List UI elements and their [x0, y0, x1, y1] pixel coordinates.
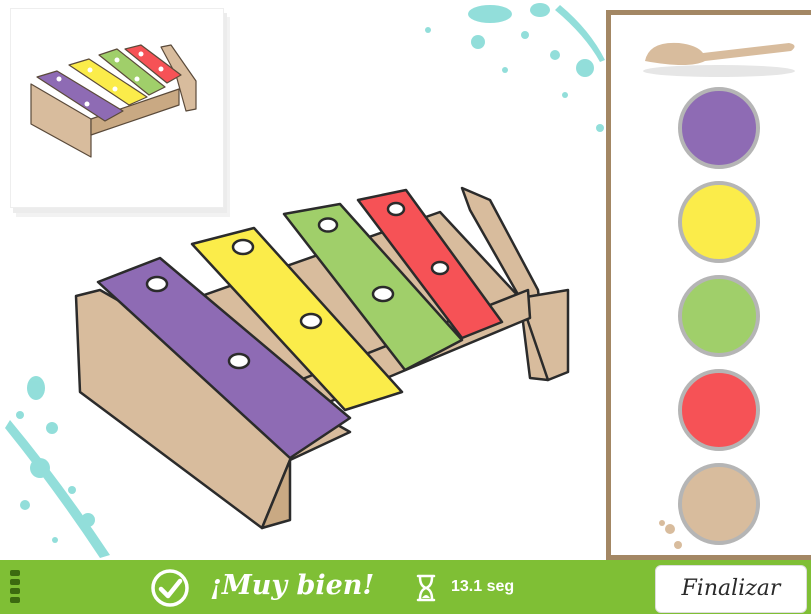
color-palette-panel	[606, 10, 811, 560]
swatch-yellow[interactable]	[678, 181, 760, 263]
hourglass-icon	[415, 574, 437, 602]
check-circle-icon	[150, 568, 190, 608]
swatch-purple[interactable]	[678, 87, 760, 169]
menu-handle-icon[interactable]	[10, 570, 24, 606]
paint-drip-decoration	[656, 515, 696, 555]
swatch-green[interactable]	[678, 275, 760, 357]
paintbrush-icon	[639, 29, 799, 79]
elapsed-time: 13.1 seg	[451, 578, 515, 595]
success-message: ¡Muy bien!	[210, 570, 375, 601]
finish-button[interactable]: Finalizar	[655, 565, 807, 613]
swatch-red[interactable]	[678, 369, 760, 451]
